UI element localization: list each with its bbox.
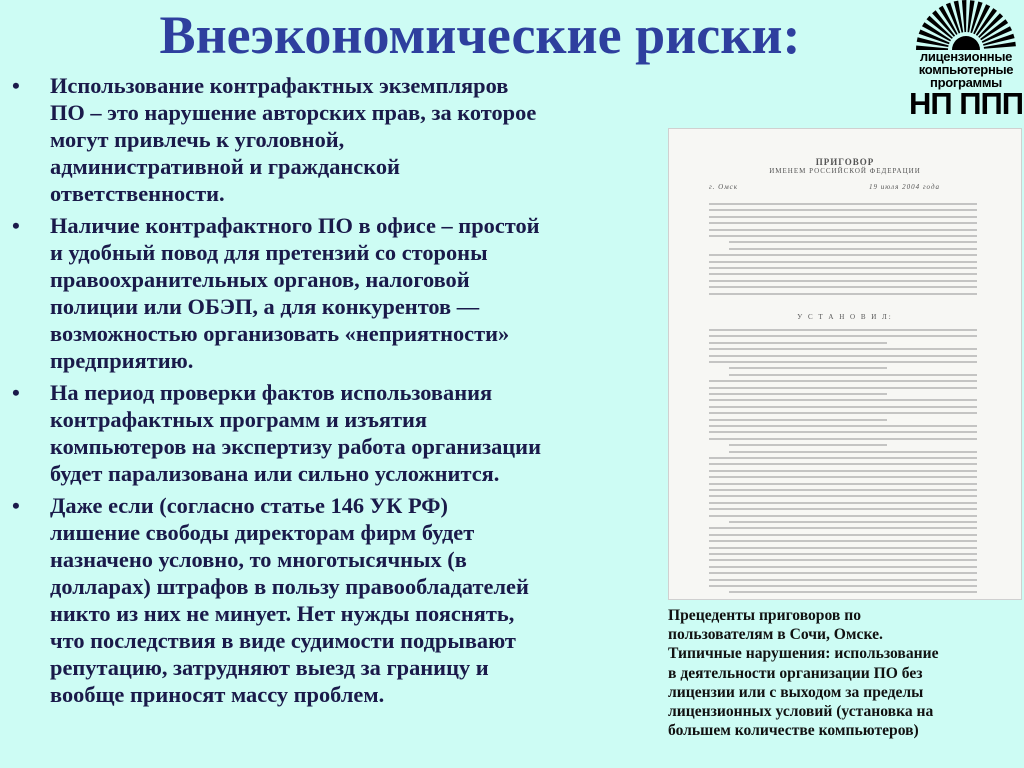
sunburst-icon <box>908 0 1024 50</box>
doc-text-line <box>729 591 977 593</box>
bullet-marker: • <box>12 493 20 518</box>
doc-text-line <box>709 254 977 256</box>
bullet-line: лишение свободы директорам фирм будет <box>50 520 475 545</box>
doc-text-line <box>709 412 977 414</box>
caption <box>668 606 1024 740</box>
bullet-line: компьютеров на экспертизу работа организации <box>50 434 541 459</box>
bullet-line: контрафактных программ и изъятия <box>50 407 428 432</box>
caption-line: пользователям в Сочи, Омске. <box>668 626 883 644</box>
doc-text-line <box>709 425 977 427</box>
bullet-item <box>12 492 672 708</box>
bullet-line: вообще приносят массу проблем. <box>50 682 385 707</box>
doc-text-line <box>709 419 887 421</box>
logo-text-1: лицензионные <box>919 49 1013 64</box>
doc-text-line <box>709 329 977 331</box>
bullet-line: репутацию, затрудняют выезд за границу и <box>50 655 489 680</box>
doc-text-line <box>729 374 977 376</box>
doc-text-line <box>709 280 977 282</box>
doc-text-line <box>709 267 977 269</box>
bullet-line: могут привлечь к уголовной, <box>50 127 345 152</box>
doc-text-line <box>709 502 977 504</box>
bullet-line: правоохранительных органов, налоговой <box>50 267 470 292</box>
doc-text-line <box>709 222 977 224</box>
bullet-line: На период проверки фактов использования <box>50 380 493 405</box>
doc-text-line <box>709 559 977 561</box>
bullet-marker: • <box>12 380 20 405</box>
bullet-line: административной и гражданской <box>50 154 400 179</box>
doc-text-line <box>709 483 977 485</box>
doc-date: 19 июля 2004 года <box>869 183 940 191</box>
bullet-line: что последствия в виде судимости подрывают <box>50 628 516 653</box>
doc-text-line <box>709 355 977 357</box>
bullet-line: ПО – это нарушение авторских прав, за которое <box>50 100 537 125</box>
doc-text-line <box>709 534 977 536</box>
doc-text-line <box>729 444 887 446</box>
doc-text-line <box>709 515 977 517</box>
doc-subheading: ИМЕНЕМ РОССИЙСКОЙ ФЕДЕРАЦИИ <box>769 167 921 175</box>
bullet-line: предприятию. <box>50 348 194 373</box>
logo-ray <box>962 0 967 32</box>
logo-text-2: компьютерные <box>918 62 1014 77</box>
bullet-item <box>12 72 672 207</box>
doc-text-line <box>709 457 977 459</box>
doc-text-line <box>729 367 887 369</box>
doc-text-line <box>709 489 977 491</box>
bullet-line: возможностью организовать «неприятности» <box>50 321 510 346</box>
doc-text-line <box>709 387 977 389</box>
doc-text-line <box>709 273 977 275</box>
doc-text-line <box>729 451 977 453</box>
doc-text-line <box>709 399 977 401</box>
bullet-line: Даже если (согласно статье 146 УК РФ) <box>50 493 448 518</box>
caption-line: Типичные нарушения: использование <box>668 645 939 663</box>
logo <box>908 0 1024 121</box>
doc-text-line <box>709 527 977 529</box>
doc-text-line <box>709 470 977 472</box>
doc-text-line <box>709 393 887 395</box>
doc-text-line <box>709 572 977 574</box>
caption-line: большем количестве компьютеров) <box>668 722 919 740</box>
doc-text-line <box>729 241 977 243</box>
doc-text-line <box>709 438 977 440</box>
bullet-line: будет парализована или сильно усложнится. <box>50 461 500 486</box>
bullet-line: никто из них не минует. Нет нужды пояснять, <box>50 601 515 626</box>
doc-text-line <box>709 216 977 218</box>
bullet-marker: • <box>12 73 20 98</box>
doc-text-line <box>709 566 977 568</box>
logo-text-3: программы <box>930 75 1002 90</box>
bullet-item <box>12 379 672 487</box>
doc-text-line <box>709 261 977 263</box>
doc-section: У С Т А Н О В И Л: <box>797 313 893 321</box>
bullet-line: назначено условно, то многотысячных (в <box>50 547 467 572</box>
doc-text-line <box>709 380 977 382</box>
bullet-list <box>12 72 672 713</box>
bullet-line: Наличие контрафактного ПО в офисе – простой <box>50 213 540 238</box>
court-verdict-image <box>668 128 1022 600</box>
doc-text-line <box>709 203 977 205</box>
doc-text-line <box>709 209 977 211</box>
doc-text-line <box>709 579 977 581</box>
doc-text-line <box>729 248 977 250</box>
doc-text-line <box>709 293 977 295</box>
bullet-line: и удобный повод для претензий со стороны <box>50 240 488 265</box>
caption-line: в деятельности организации ПО без <box>668 664 923 682</box>
caption-line: лицензии или с выходом за пределы <box>668 683 924 701</box>
caption-line: Прецеденты приговоров по <box>668 607 861 624</box>
doc-city: г. Омск <box>709 183 739 191</box>
doc-text-line <box>709 235 977 237</box>
doc-text-line <box>709 431 977 433</box>
doc-text-line <box>709 342 887 344</box>
bullet-line: Использование контрафактных экземпляров <box>50 73 509 98</box>
logo-big-text: НП ППП <box>908 86 1024 121</box>
doc-text-line <box>709 229 977 231</box>
page-title: Внеэкономические риски: <box>159 5 801 65</box>
doc-text-line <box>709 361 977 363</box>
bullet-line: долларах) штрафов в пользу правообладателей <box>50 574 529 599</box>
bullet-item <box>12 212 672 374</box>
doc-text-line <box>709 476 977 478</box>
doc-text-line <box>709 585 977 587</box>
doc-text-line <box>709 495 977 497</box>
doc-text-line <box>709 286 977 288</box>
doc-text-line <box>709 540 977 542</box>
doc-heading: ПРИГОВОР <box>815 157 875 167</box>
bullet-marker: • <box>12 213 20 238</box>
doc-text-line <box>709 348 977 350</box>
doc-text-line <box>709 553 977 555</box>
doc-text-line <box>709 406 977 408</box>
doc-text-line <box>709 463 977 465</box>
bullet-line: ответственности. <box>50 181 225 206</box>
doc-text-line <box>709 335 977 337</box>
doc-text-line <box>709 508 977 510</box>
caption-line: лицензионных условий (установка на <box>668 703 934 721</box>
doc-text-line <box>709 547 977 549</box>
doc-text-line <box>729 521 977 523</box>
bullet-line: полиции или ОБЭП, а для конкурентов — <box>50 294 480 319</box>
